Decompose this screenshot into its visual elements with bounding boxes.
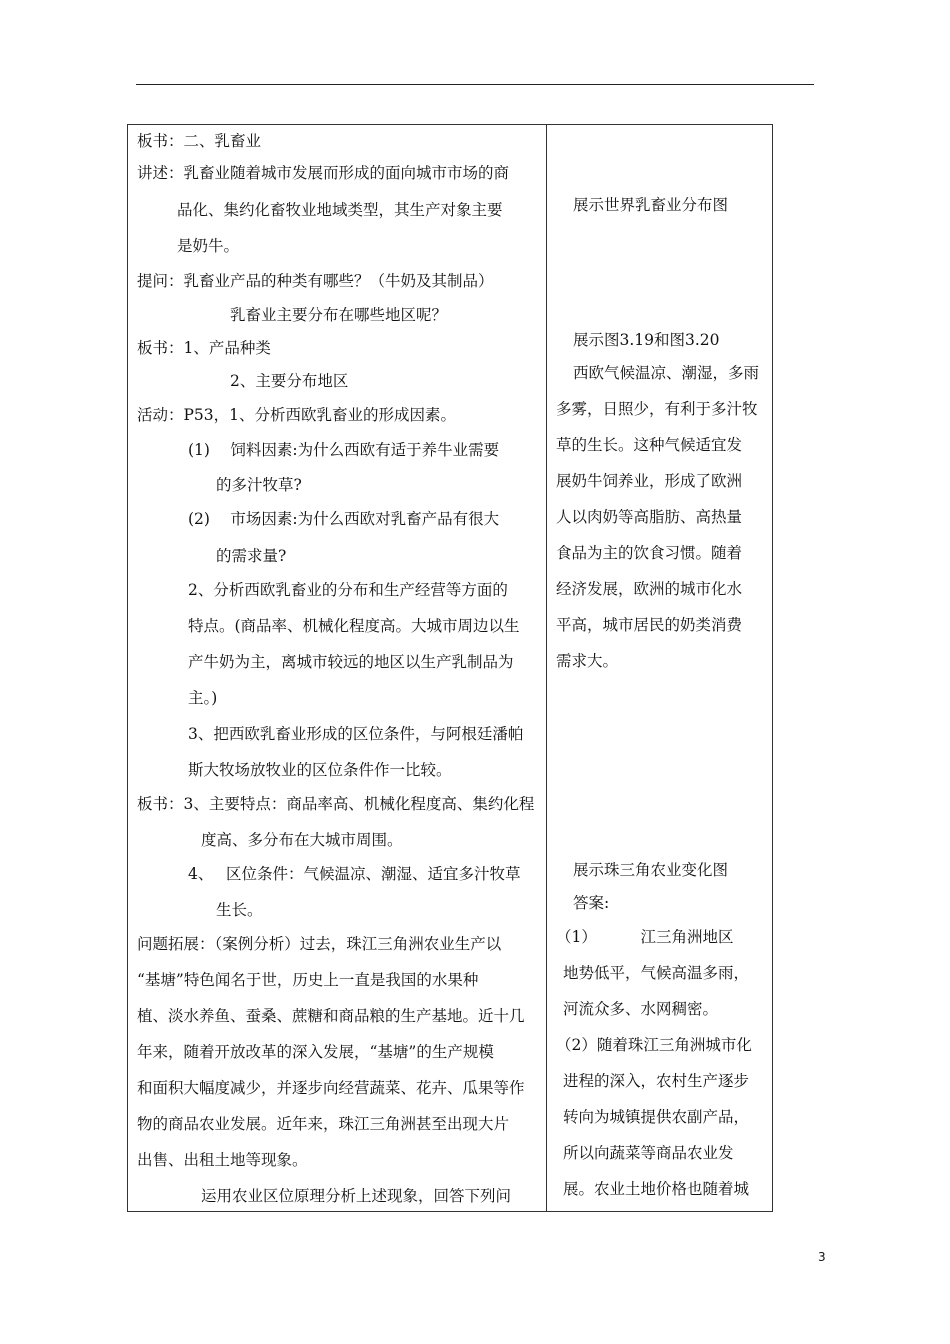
text-line: 草的生长。这种气候适宜发 [556, 436, 743, 454]
text-line: 度高、多分布在大城市周围。 [201, 831, 403, 849]
text-line: (1) 饲料因素:为什么西欧有适于养牛业需要 [188, 441, 500, 459]
text-line: 展奶牛饲养业，形成了欧洲 [556, 472, 743, 490]
text-line: 2、分析西欧乳畜业的分布和生产经营等方面的 [188, 581, 508, 599]
text-line: 产牛奶为主，离城市较远的地区以生产乳制品为 [188, 653, 514, 671]
text-line: （1） 江三角洲地区 [556, 928, 734, 946]
text-line: 运用农业区位原理分析上述现象，回答下列问 [201, 1187, 512, 1205]
text-line: (2) 市场因素:为什么西欧对乳畜产品有很大 [188, 510, 500, 528]
text-line: 特点。(商品率、机械化程度高。大城市周边以生 [188, 617, 520, 635]
text-line: 地势低平，气候高温多雨， [563, 964, 750, 982]
text-line: 板书：1、产品种类 [137, 339, 271, 357]
lesson-table [127, 124, 773, 1212]
text-line: 转向为城镇提供农副产品， [563, 1108, 750, 1126]
text-line: 多雾，日照少，有利于多汁牧 [556, 400, 758, 418]
text-line: 展。农业土地价格也随着城 [563, 1180, 750, 1198]
text-line: 主。) [188, 689, 218, 707]
text-line: 河流众多、水网稠密。 [563, 1000, 719, 1018]
text-line: 展示世界乳畜业分布图 [573, 196, 729, 214]
text-line: 问题拓展：（案例分析）过去，珠江三角洲农业生产以 [137, 935, 502, 953]
text-line: 所以向蔬菜等商品农业发 [563, 1144, 734, 1162]
text-line: 讲述：乳畜业随着城市发展而形成的面向城市市场的商 [137, 164, 510, 182]
text-line: 需求大。 [556, 652, 619, 670]
text-line: 活动：P53，1、分析西欧乳畜业的形成因素。 [137, 406, 457, 424]
text-line: 年来，随着开放改革的深入发展，“基塘”的生产规模 [137, 1043, 494, 1061]
page-number: 3 [818, 1250, 826, 1264]
text-line: 植、淡水养鱼、蚕桑、蔗糖和商品粮的生产基地。近十几 [137, 1007, 525, 1025]
text-line: 人以肉奶等高脂肪、高热量 [556, 508, 743, 526]
text-line: 板书：二、乳畜业 [137, 132, 262, 150]
text-line: 西欧气候温凉、潮湿，多雨 [573, 364, 760, 382]
text-line: 的多汁牧草? [216, 476, 302, 494]
text-line: 展示图3.19和图3.20 [573, 331, 720, 349]
text-line: 和面积大幅度减少，并逐步向经营蔬菜、花卉、瓜果等作 [137, 1079, 525, 1097]
text-line: 是奶牛。 [177, 237, 240, 255]
text-line: 进程的深入，农村生产逐步 [563, 1072, 750, 1090]
text-line: 板书：3、主要特点：商品率高、机械化程度高、集约化程 [137, 795, 535, 813]
text-line: 出售、出租土地等现象。 [137, 1151, 308, 1169]
text-line: 食品为主的饮食习惯。随着 [556, 544, 743, 562]
text-line: 提问：乳畜业产品的种类有哪些？（牛奶及其制品） [137, 272, 494, 290]
text-line: 3、把西欧乳畜业形成的区位条件，与阿根廷潘帕 [188, 725, 524, 743]
text-line: 生长。 [216, 901, 263, 919]
text-line: 经济发展，欧洲的城市化水 [556, 580, 743, 598]
text-line: “基塘”特色闻名于世，历史上一直是我国的水果种 [137, 971, 479, 989]
text-line: 物的商品农业发展。近年来，珠江三角洲甚至出现大片 [137, 1115, 510, 1133]
header-rule [136, 84, 814, 85]
text-line: 乳畜业主要分布在哪些地区呢？ [230, 306, 448, 324]
text-line: 的需求量? [216, 547, 287, 565]
column-divider [546, 125, 547, 1211]
text-line: 4、 区位条件：气候温凉、潮湿、适宜多汁牧草 [188, 865, 521, 883]
text-line: （2）随着珠江三角洲城市化 [556, 1036, 752, 1054]
text-line: 平高，城市居民的奶类消费 [556, 616, 743, 634]
text-line: 斯大牧场放牧业的区位条件作一比较。 [188, 761, 452, 779]
text-line: 2、主要分布地区 [230, 372, 349, 390]
text-line: 展示珠三角农业变化图 [573, 861, 729, 879]
text-line: 品化、集约化畜牧业地域类型，其生产对象主要 [177, 201, 503, 219]
text-line: 答案: [573, 894, 610, 912]
